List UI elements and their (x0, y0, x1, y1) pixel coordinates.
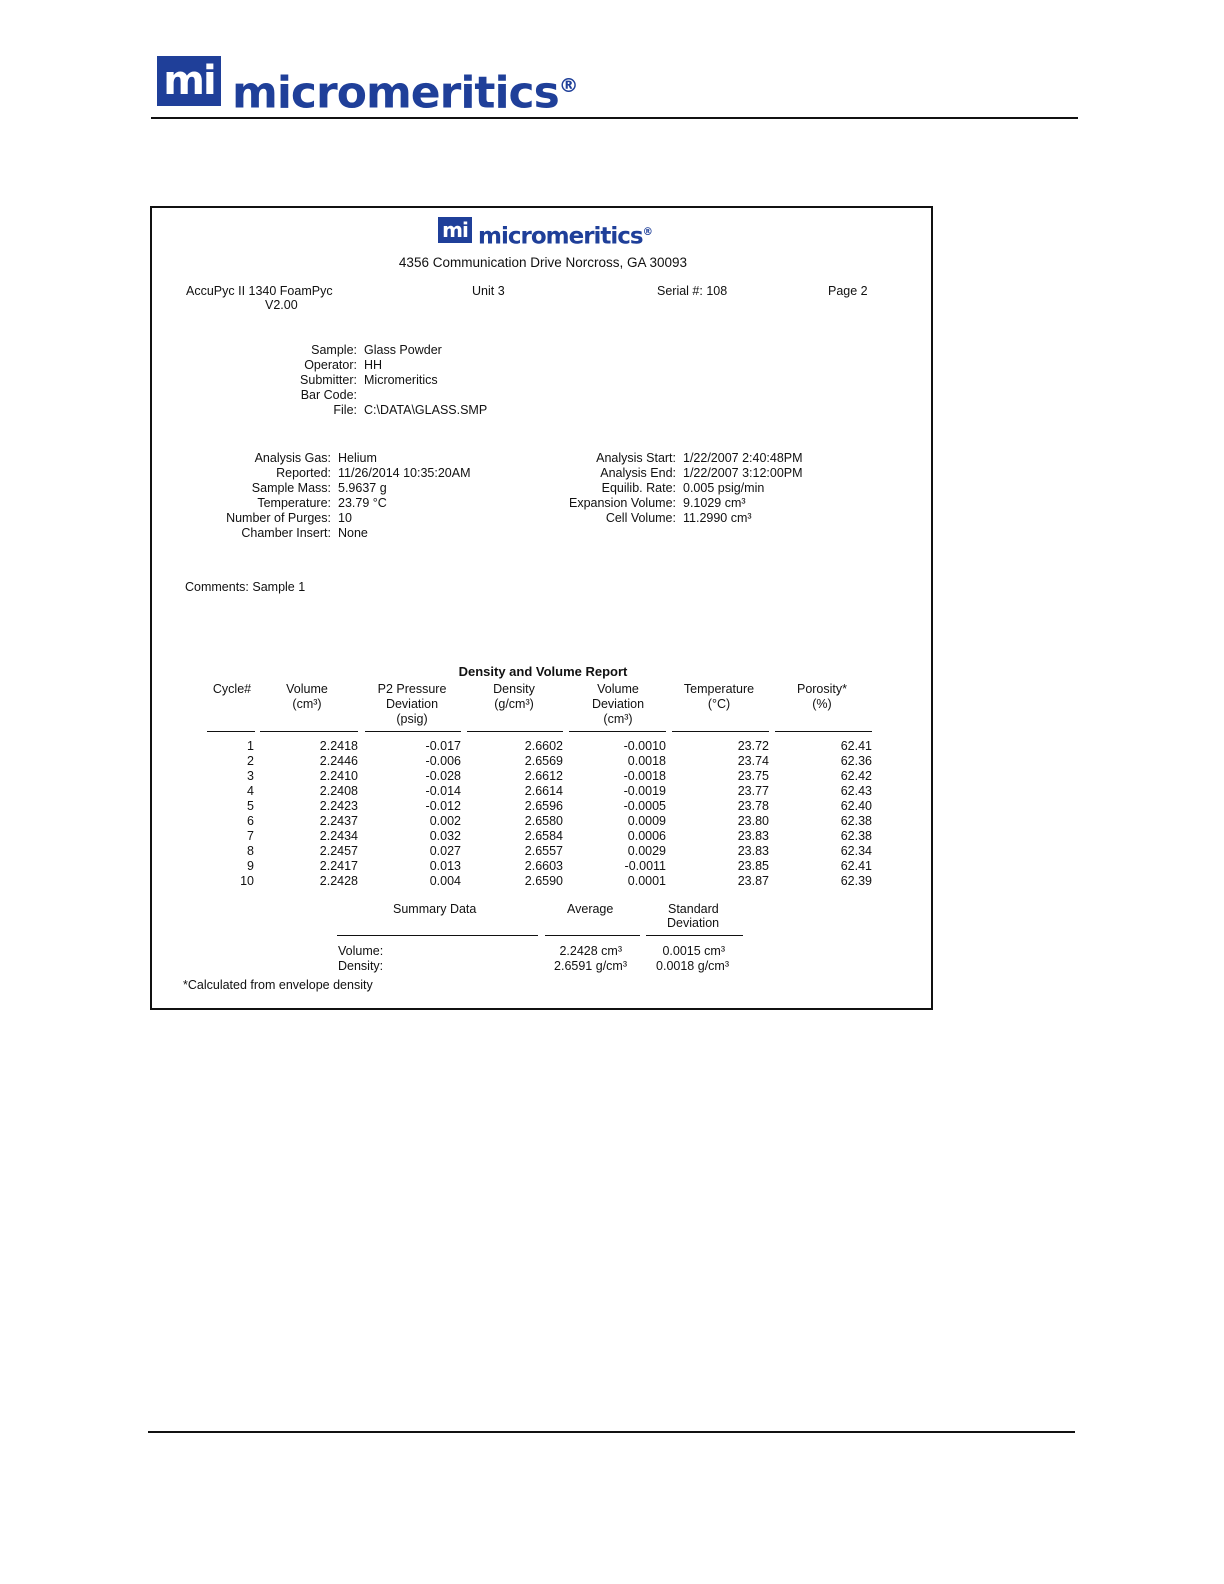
submitter-label: Submitter: (300, 373, 357, 387)
table-cell: -0.017 (425, 739, 461, 753)
table-cell: 23.87 (737, 874, 769, 888)
table-cell: -0.0018 (623, 769, 666, 783)
summary-stddev-label-2: Deviation (667, 916, 720, 930)
table-cell: 2.6603 (524, 859, 563, 873)
table-cell: 23.80 (737, 814, 769, 828)
summary-volume-sd: 0.0015 cm³ (662, 944, 725, 958)
page-logo-mark-text: mi (163, 58, 215, 104)
footnote: *Calculated from envelope density (183, 978, 373, 992)
table-cell: 8 (247, 844, 254, 858)
column-header-5-line-0: Temperature (683, 682, 755, 696)
operator-value: HH (364, 358, 383, 372)
equilib-rate-value: 0.005 psig/min (683, 481, 765, 495)
table-cell: 0.032 (429, 829, 461, 843)
table-cell: -0.028 (425, 769, 461, 783)
page-logo-wordmark (232, 60, 578, 120)
table-cell: 0.004 (429, 874, 461, 888)
summary-rule-3 (646, 935, 743, 936)
chamber-insert-value: None (338, 526, 368, 540)
table-cell: 0.0029 (627, 844, 666, 858)
report-address: 4356 Communication Drive Norcross, GA 30093 (398, 255, 688, 270)
table-cell: 1 (247, 739, 254, 753)
summary-title: Summary Data (393, 902, 477, 916)
column-header-3-line-1: (g/cm³) (494, 697, 534, 711)
column-header-2-line-0: P2 Pressure (377, 682, 447, 696)
table-cell: 62.41 (840, 859, 872, 873)
analysis-gas-label: Analysis Gas: (254, 451, 331, 465)
table-cell: 4 (247, 784, 254, 798)
column-rule (569, 731, 666, 732)
cell-volume-label: Cell Volume: (605, 511, 676, 525)
summary-volume-label: Volume: (338, 944, 384, 958)
summary-average-label: Average (567, 902, 614, 916)
table-cell: 2 (247, 754, 254, 768)
table-cell: 2.6590 (524, 874, 563, 888)
table-cell: 2.2423 (319, 799, 358, 813)
table-cell: 23.85 (737, 859, 769, 873)
column-header-3-line-0: Density (493, 682, 535, 696)
table-cell: 2.2437 (319, 814, 358, 828)
serial-label: Serial #: 108 (657, 284, 728, 298)
column-rule (775, 731, 872, 732)
sample-value: Glass Powder (364, 343, 442, 357)
column-header-0-line-0: Cycle# (212, 682, 252, 696)
instrument-name: AccuPyc II 1340 FoamPyc (186, 284, 333, 298)
table-cell: 23.75 (737, 769, 769, 783)
column-rule (467, 731, 563, 732)
table-cell: 62.36 (840, 754, 872, 768)
table-cell: 0.0009 (627, 814, 666, 828)
table-cell: 2.6602 (524, 739, 563, 753)
report-logo-mark-text: mi (442, 218, 468, 242)
table-cell: 3 (247, 769, 254, 783)
table-cell: 2.2434 (319, 829, 358, 843)
table-cell: 62.38 (840, 814, 872, 828)
unit-label: Unit 3 (472, 284, 505, 298)
table-cell: 62.38 (840, 829, 872, 843)
page-logo-mark (157, 56, 221, 106)
summary-density-avg: 2.6591 g/cm³ (554, 959, 627, 973)
table-cell: 5 (247, 799, 254, 813)
table-cell: 62.39 (840, 874, 872, 888)
table-cell: 6 (247, 814, 254, 828)
report-logo-wordmark (478, 218, 652, 251)
table-cell: 2.6612 (524, 769, 563, 783)
table-cell: -0.0005 (623, 799, 666, 813)
table-cell: 0.013 (429, 859, 461, 873)
table-cell: 2.6584 (524, 829, 563, 843)
table-cell: 2.2418 (319, 739, 358, 753)
report-logo-word: micromeritics (478, 223, 643, 250)
summary-rule-1 (337, 935, 538, 936)
page-logo-reg: ® (558, 74, 578, 97)
column-header-1-line-0: Volume (286, 682, 328, 696)
table-cell: 7 (247, 829, 254, 843)
summary-density-sd: 0.0018 g/cm³ (656, 959, 729, 973)
column-rule (260, 731, 358, 732)
sample-label: Sample: (311, 343, 357, 357)
purges-value: 10 (338, 511, 352, 525)
table-cell: 2.6569 (524, 754, 563, 768)
analysis-gas-value: Helium (338, 451, 377, 465)
report-logo-reg: ® (642, 226, 652, 238)
table-cell: 62.40 (840, 799, 872, 813)
column-header-1-line-1: (cm³) (292, 697, 322, 711)
table-cell: 2.6557 (524, 844, 563, 858)
table-cell: -0.0010 (623, 739, 666, 753)
page-logo-word: micromeritics (232, 67, 559, 119)
table-cell: 2.2428 (319, 874, 358, 888)
table-cell: 23.83 (737, 844, 769, 858)
table-cell: 62.41 (840, 739, 872, 753)
expansion-volume-value: 9.1029 cm³ (683, 496, 746, 510)
column-header-6-line-1: (%) (812, 697, 832, 711)
summary-stddev-label-1: Standard (668, 902, 719, 916)
table-cell: -0.0011 (624, 859, 666, 873)
table-cell: -0.012 (425, 799, 461, 813)
table-cell: 23.72 (737, 739, 769, 753)
reported-value: 11/26/2014 10:35:20AM (338, 466, 471, 480)
summary-volume-avg: 2.2428 cm³ (559, 944, 622, 958)
purges-label: Number of Purges: (226, 511, 331, 525)
table-cell: 23.77 (737, 784, 769, 798)
reported-label: Reported: (276, 466, 331, 480)
column-header-6-line-0: Porosity* (796, 682, 848, 696)
table-cell: 62.42 (840, 769, 872, 783)
column-header-4-line-2: (cm³) (603, 712, 633, 726)
equilib-rate-label: Equilib. Rate: (601, 481, 676, 495)
table-cell: 0.0001 (627, 874, 666, 888)
analysis-start-label: Analysis Start: (596, 451, 676, 465)
instrument-version: V2.00 (265, 298, 298, 312)
table-cell: 23.74 (737, 754, 769, 768)
table-cell: 0.0018 (627, 754, 666, 768)
table-cell: 2.2457 (319, 844, 358, 858)
analysis-start-value: 1/22/2007 2:40:48PM (683, 451, 803, 465)
table-cell: 2.2446 (319, 754, 358, 768)
sample-mass-label: Sample Mass: (251, 481, 331, 495)
summary-density-label: Density: (338, 959, 384, 973)
footer-rule (148, 1431, 1075, 1433)
column-rule (672, 731, 769, 732)
comments: Comments: Sample 1 (185, 580, 306, 594)
column-header-2-line-1: Deviation (385, 697, 439, 711)
table-cell: -0.006 (425, 754, 461, 768)
sample-mass-value: 5.9637 g (338, 481, 387, 495)
analysis-end-value: 1/22/2007 3:12:00PM (683, 466, 803, 480)
table-cell: 0.002 (429, 814, 461, 828)
table-cell: 2.6614 (524, 784, 563, 798)
operator-label: Operator: (304, 358, 357, 372)
report-logo-mark (438, 217, 472, 243)
column-rule (207, 731, 255, 732)
report-frame (150, 206, 933, 1010)
table-cell: 2.2408 (319, 784, 358, 798)
header-rule (151, 117, 1078, 119)
table-cell: 9 (247, 859, 254, 873)
table-cell: 23.78 (737, 799, 769, 813)
column-header-2-line-2: (psig) (396, 712, 428, 726)
table-cell: 0.0006 (627, 829, 666, 843)
table-title: Density and Volume Report (458, 664, 628, 679)
column-rule (365, 731, 461, 732)
table-cell: 62.43 (840, 784, 872, 798)
table-cell: -0.014 (425, 784, 461, 798)
expansion-volume-label: Expansion Volume: (568, 496, 676, 510)
table-cell: 2.6580 (524, 814, 563, 828)
table-cell: -0.0019 (623, 784, 666, 798)
summary-rule-2 (545, 935, 640, 936)
table-cell: 2.2417 (319, 859, 358, 873)
table-cell: 2.2410 (319, 769, 358, 783)
table-cell: 2.6596 (524, 799, 563, 813)
temperature-value: 23.79 °C (338, 496, 387, 510)
column-header-4-line-1: Deviation (591, 697, 645, 711)
table-cell: 10 (240, 874, 254, 888)
temperature-label: Temperature: (257, 496, 331, 510)
table-cell: 0.027 (429, 844, 461, 858)
table-cell: 62.34 (840, 844, 872, 858)
analysis-end-label: Analysis End: (600, 466, 676, 480)
submitter-value: Micromeritics (364, 373, 438, 387)
file-label: File: (333, 403, 357, 417)
chamber-insert-label: Chamber Insert: (241, 526, 331, 540)
column-header-4-line-0: Volume (597, 682, 639, 696)
column-header-5-line-1: (°C) (707, 697, 731, 711)
file-value: C:\DATA\GLASS.SMP (364, 403, 488, 417)
table-cell: 23.83 (737, 829, 769, 843)
cell-volume-value: 11.2990 cm³ (683, 511, 752, 525)
barcode-label: Bar Code: (300, 388, 357, 402)
page-label: Page 2 (828, 284, 868, 298)
